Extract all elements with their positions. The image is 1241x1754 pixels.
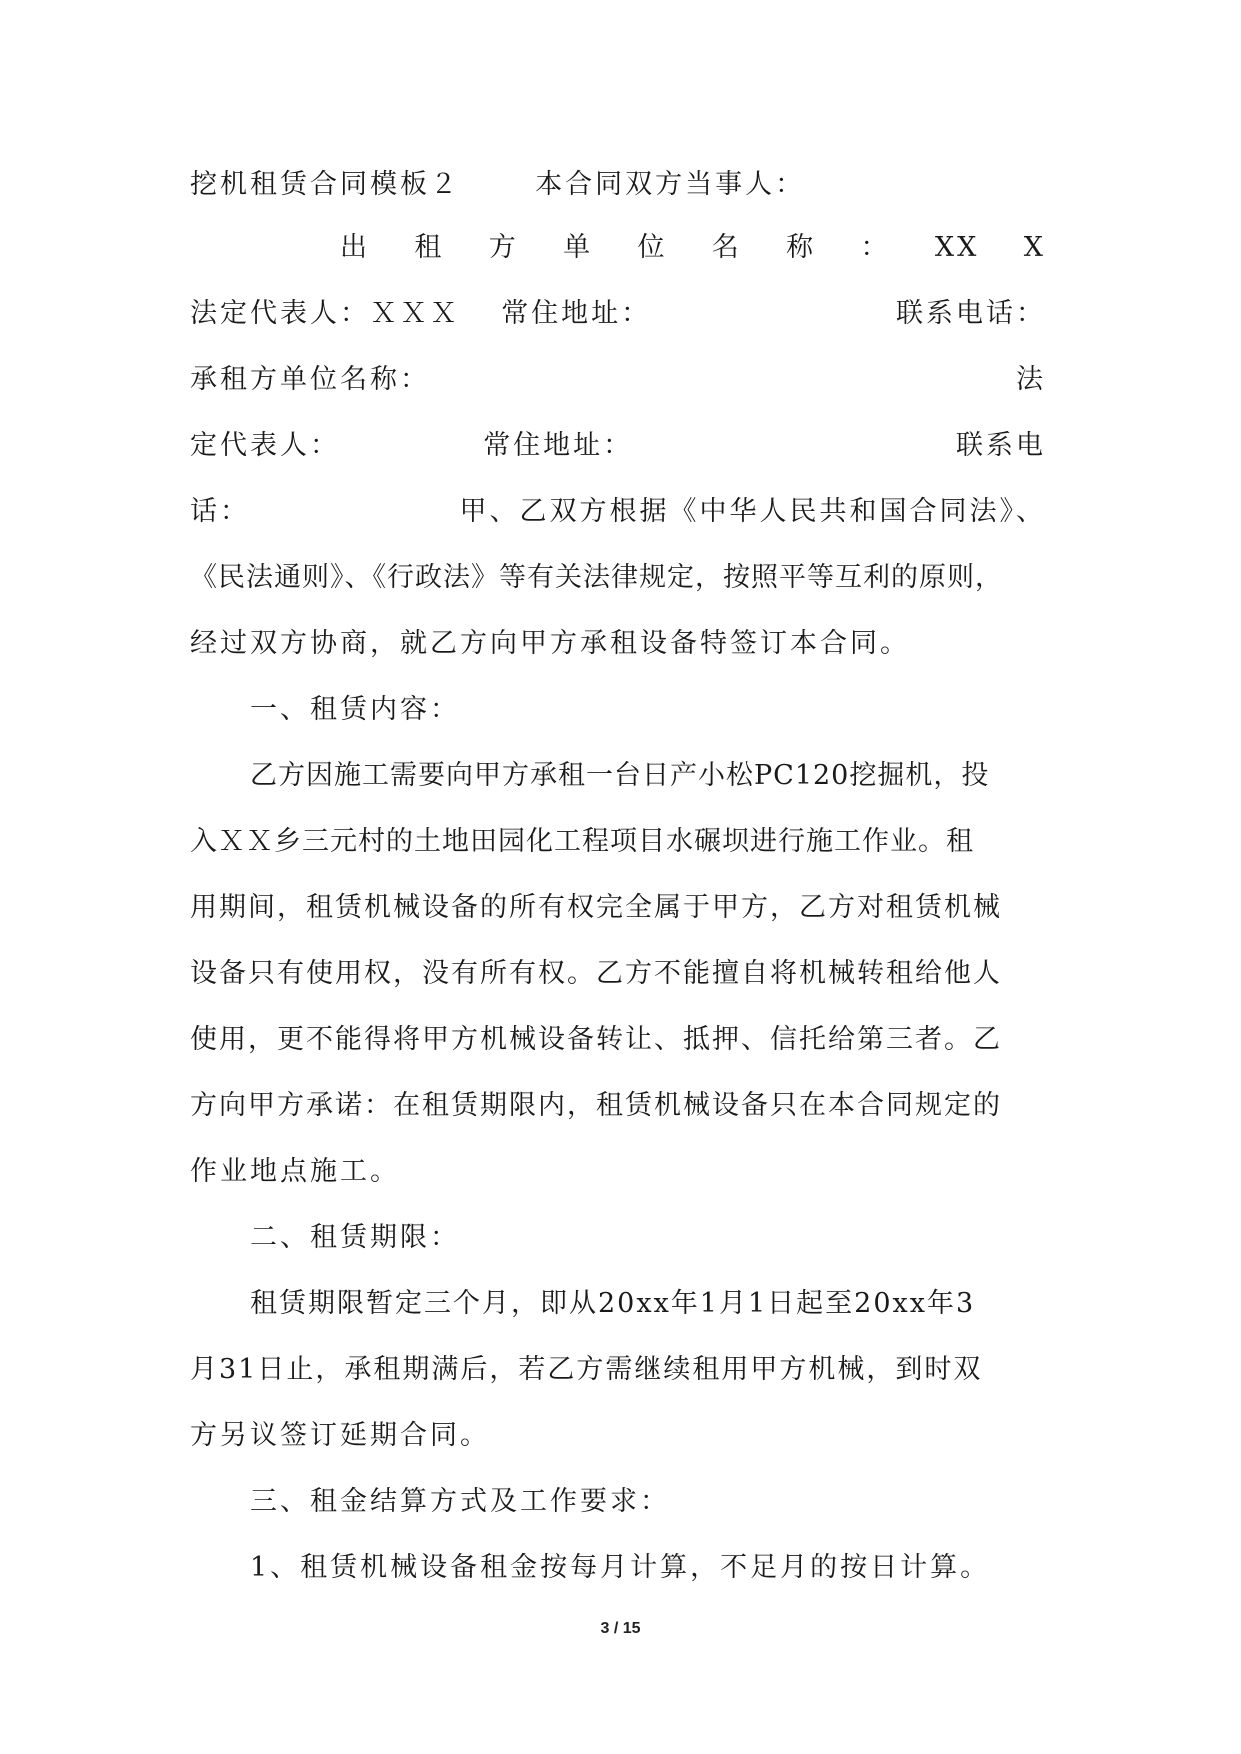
lessor-char: 出 [340,232,370,263]
paragraph-line: 经过双方协商，就乙方向甲方承租设备特签订本合同。 [190,628,910,659]
section-1-line: 使用，更不能得将甲方机械设备转让、抵押、信托给第三者。乙 [190,1024,1002,1055]
parties-intro: 本合同双方当事人： [535,169,806,200]
section-1-line: 设备只有使用权，没有所有权。乙方不能擅自将机械转租给他人 [190,958,1002,989]
section-1-title: 一、租赁内容： [250,694,460,725]
paragraph-line: 《民法通则》、《行政法》等有关法律规定，按照平等互利的原则， [190,562,1003,593]
section-1-line: 作业地点施工。 [190,1156,400,1187]
lessor-rep-line [190,294,1046,334]
lessor-representative: 法定代表人：ＸＸＸ [190,298,460,329]
section-1-line: 方向甲方承诺：在租赁期限内，租赁机械设备只在本合同规定的 [190,1090,1002,1121]
lessee-address: 常住地址： [483,430,634,461]
lessor-name-line [340,228,1046,268]
lessor-char: ： [860,232,891,263]
lessor-char: 租 [414,232,445,263]
lessee-phone: 联系电 [956,430,1046,461]
lessee-representative: 定代表人： [190,430,340,461]
lessor-char: 单 [563,232,594,263]
lessor-char: 名 [711,232,742,263]
section-1-line: 乙方因施工需要向甲方承租一台日产小松PC120挖掘机，投 [250,760,990,791]
section-2-line: 方另议签订延期合同。 [190,1420,490,1451]
basis-text: 甲、乙双方根据《中华人民共和国合同法》、 [459,496,1046,527]
lessor-char: 方 [488,232,519,263]
lessee-phone-end: 话： [190,496,250,527]
lessor-char: X [1023,232,1046,263]
title-line [190,165,1046,205]
section-2-title: 二、租赁期限： [250,1222,460,1253]
section-1-line: 入ＸＸ乡三元村的土地田园化工程项目水碾坝进行施工作业。租 [190,826,974,857]
section-2-line: 月31日止，承租期满后，若乙方需继续租用甲方机械，到时双 [190,1354,983,1385]
lessor-char: XX [934,232,980,263]
lessor-address: 常住地址： [501,298,652,329]
section-2-line: 租赁期限暂定三个月，即从20xx年1月1日起至20xx年3 [250,1288,976,1319]
section-3-item: 1、租赁机械设备租金按每月计算，不足月的按日计算。 [250,1552,991,1583]
section-1-line: 用期间，租赁机械设备的所有权完全属于甲方，乙方对租赁机械 [190,892,1002,923]
lessor-phone: 联系电话： [896,298,1046,329]
lessee-name: 承租方单位名称： [190,364,430,395]
section-3-title: 三、租金结算方式及工作要求： [250,1486,670,1517]
lessee-rep-line [190,426,1046,466]
page-number: 3 / 15 [600,1620,641,1637]
lessee-line-tail: 法 [1016,364,1046,395]
lessee-name-line [190,360,1046,400]
basis-line [190,492,1046,532]
lessor-char: 称 [786,232,817,263]
document-title: 挖机租赁合同模板２ [190,169,460,200]
lessor-char: 位 [637,232,668,263]
